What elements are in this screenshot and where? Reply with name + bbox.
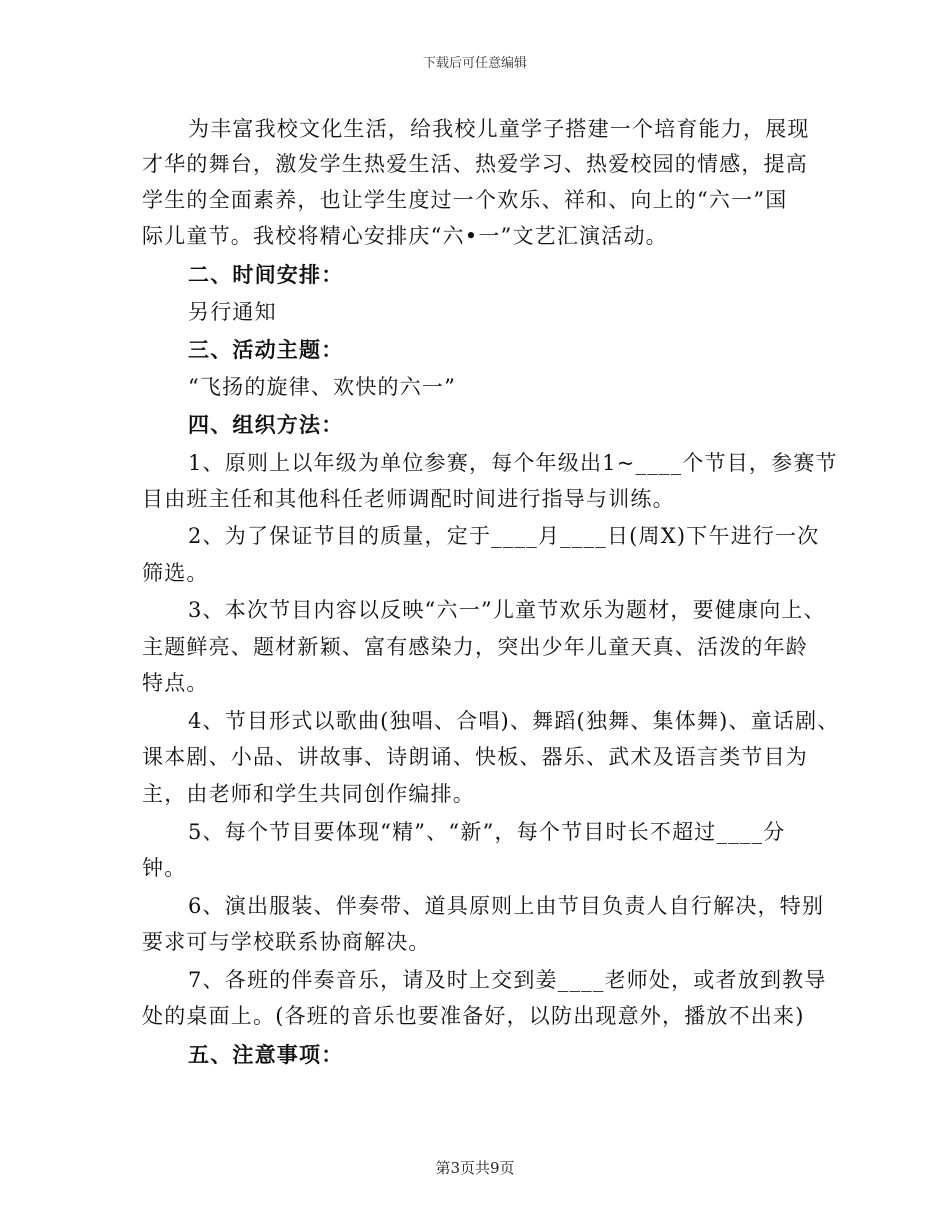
schedule-text: 另行通知 <box>188 300 277 324</box>
page-header: 下载后可任意编辑 <box>422 56 527 71</box>
item-3-line-2: 主题鲜亮、题材新颖、富有感染力，突出少年儿童天真、活泼的年龄 <box>142 635 808 659</box>
section-heading-4: 四、组织方法： <box>188 412 344 437</box>
item-6-line-2: 要求可与学校联系协商解决。 <box>142 930 431 954</box>
theme-text: “飞扬的旋律、欢快的六一” <box>188 375 457 399</box>
item-7-line-1: 7、各班的伴奏音乐，请及时上交到姜____老师处，或者放到教导 <box>188 968 827 992</box>
item-3-line-1: 3、本次节目内容以反映“六一”儿童节欢乐为题材，要健康向上、 <box>188 598 826 622</box>
body-line-2: 才华的舞台，激发学生热爱生活、热爱学习、热爱校园的情感，提高 <box>142 152 808 176</box>
item-5-line-1: 5、每个节目要体现“精”、“新”，每个节目时长不超过____分 <box>188 820 786 844</box>
page-footer: 第3页共9页 <box>435 1159 515 1177</box>
item-4-line-1: 4、节目形式以歌曲(独唱、合唱)、舞蹈(独舞、集体舞)、童话剧、 <box>188 709 840 733</box>
item-1-line-2: 目由班主任和其他科任老师调配时间进行指导与训练。 <box>142 487 675 511</box>
item-4-line-2: 课本剧、小品、讲故事、诗朗诵、快板、器乐、武术及语言类节目为 <box>142 745 808 769</box>
section-heading-3: 三、活动主题： <box>188 337 344 362</box>
section-heading-5: 五、注意事项： <box>188 1042 344 1067</box>
body-line-4: 际儿童节。我校将精心安排庆“六•一”文艺汇演活动。 <box>142 224 668 248</box>
item-3-line-3: 特点。 <box>142 671 209 695</box>
item-2-line-2: 筛选。 <box>142 561 209 585</box>
item-5-line-2: 钟。 <box>142 856 187 880</box>
item-6-line-1: 6、演出服装、伴奏带、道具原则上由节目负责人自行解决，特别 <box>188 894 825 918</box>
section-heading-2: 二、时间安排： <box>188 262 344 287</box>
body-line-3: 学生的全面素养，也让学生度过一个欢乐、祥和、向上的“六一”国 <box>142 188 788 212</box>
item-1-line-1: 1、原则上以年级为单位参赛，每个年级出1~____个节目，参赛节 <box>188 451 838 475</box>
item-2-line-1: 2、为了保证节目的质量，定于____月____日(周X)下午进行一次 <box>188 524 820 548</box>
item-4-line-3: 主，由老师和学生共同创作编排。 <box>142 782 475 806</box>
item-7-line-2: 处的桌面上。(各班的音乐也要准备好，以防出现意外，播放不出来) <box>142 1004 805 1028</box>
body-line-1: 为丰富我校文化生活，给我校儿童学子搭建一个培育能力，展现 <box>188 117 810 141</box>
